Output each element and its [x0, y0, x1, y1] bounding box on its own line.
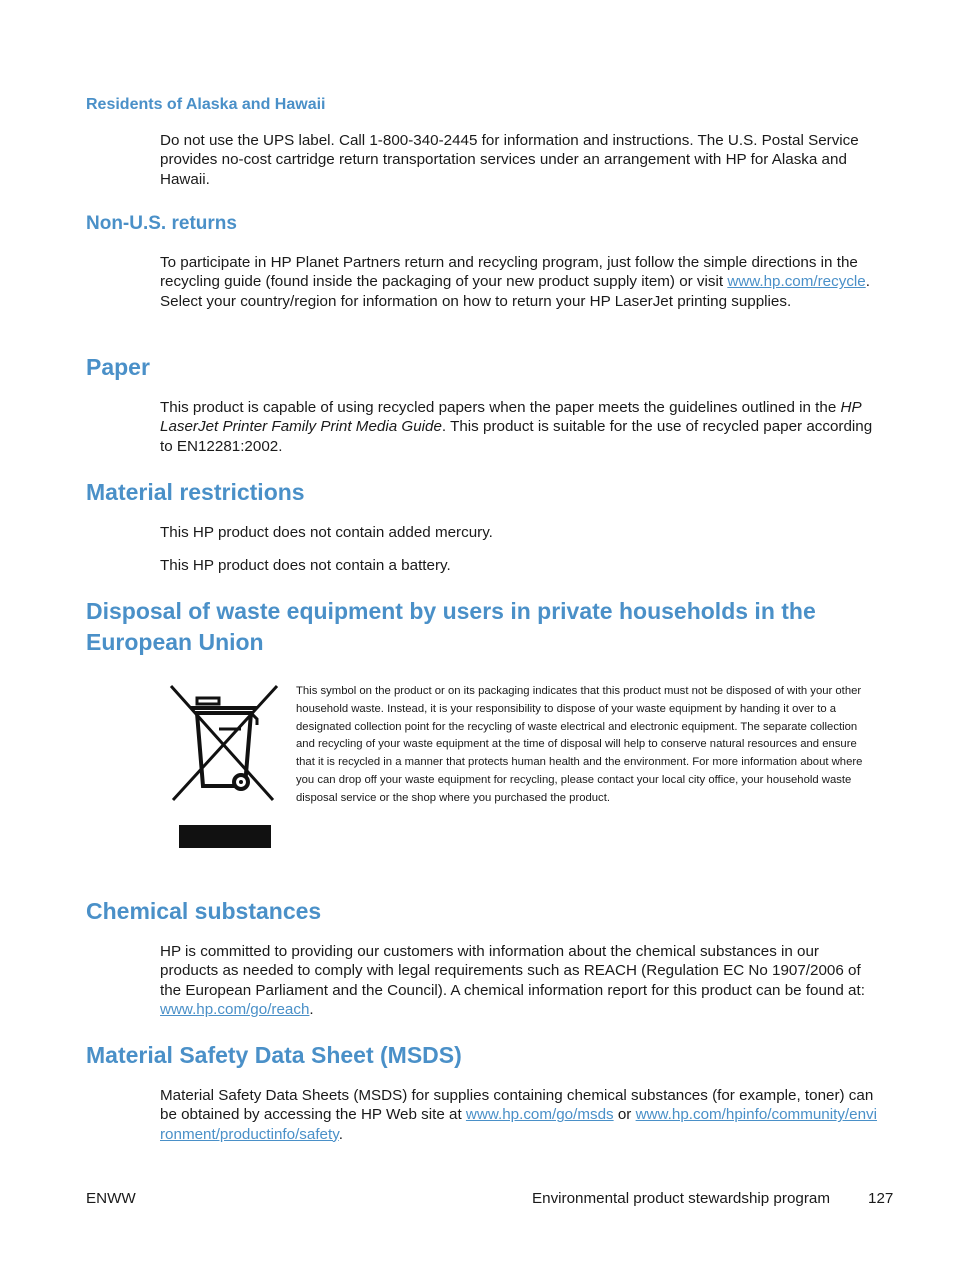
- battery-statement: This HP product does not contain a battery.: [160, 557, 451, 574]
- chemical-text-1: HP is committed to providing our customers with information about the chemical substances in our products as needed to comply with legal requirements such as REACH (Regulation EC No 1907/2006 of the European Parliament and the Council). A chemical information report for this product can be found at:: [160, 943, 865, 999]
- mercury-statement: This HP product does not contain added mercury.: [160, 524, 493, 541]
- paper-text-2: . This product is suitable for the use of recycled paper according to EN12281:2002.: [160, 418, 873, 455]
- footer-enww: ENWW: [86, 1190, 136, 1207]
- paper-heading: Paper: [86, 354, 150, 380]
- msds-text-2: or: [613, 1106, 636, 1124]
- footer-chapter-title: Environmental product stewardship program: [532, 1190, 830, 1207]
- reach-link[interactable]: www.hp.com/go/reach: [160, 1000, 310, 1018]
- non-us-text-2: . Select your country/region for information on how to return your HP LaserJet printing supplies.: [160, 273, 870, 310]
- non-us-heading: Non-U.S. returns: [86, 213, 237, 234]
- weee-symbol-description: This symbol on the product or on its packaging indicates that this product must not be disposed of with your other household waste. Instead, it is your responsibility to dispose of your waste equipment by handing it over to a designated collection point for the recycling of waste electrical and electronic equipment. The separate collection and recycling of your waste equipment at the time of disposal will help to conserve natural resources and ensure that it is recycled in a manner that protects human health and the environment. For more information about where you can drop off your waste equipment for recycling, please contact your local city office, your household waste disposal service or the shop where you purchased the product.: [296, 685, 863, 804]
- safety-link[interactable]: www.hp.com/hpinfo/community/environment/productinfo/safety: [160, 1106, 878, 1143]
- material-heading: Material restrictions: [86, 479, 305, 505]
- chemical-body: [160, 942, 880, 1019]
- paper-body: [160, 398, 880, 456]
- chemical-heading: Chemical substances: [86, 898, 322, 924]
- recycle-link[interactable]: www.hp.com/recycle: [727, 273, 866, 291]
- paper-text-1: This product is capable of using recycled papers when the paper meets the guidelines outlined in the: [160, 399, 841, 416]
- non-us-body: [160, 253, 880, 311]
- media-guide-title: HP LaserJet Printer Family Print Media Guide: [160, 399, 862, 436]
- msds-text-1: Material Safety Data Sheets (MSDS) for supplies containing chemical substances (for example, toner) can be obtained by accessing the HP Web site at: [160, 1087, 874, 1124]
- chemical-text-2: .: [309, 1000, 314, 1018]
- non-us-text-1: To participate in HP Planet Partners return and recycling program, just follow the simple directions in the recycling guide (found inside the packaging of your new product supply item) or visit: [160, 254, 858, 291]
- alaska-body: Do not use the UPS label. Call 1-800-340-2445 for information and instructions. The U.S. Postal Service provides no-cost cartridge return transportation services under an arrangement with HP for Alaska and Hawaii.: [160, 132, 859, 188]
- msds-text-3: .: [338, 1125, 343, 1143]
- msds-heading: Material Safety Data Sheet (MSDS): [86, 1042, 462, 1068]
- disposal-heading: Disposal of waste equipment by users in private households in the European Union: [86, 598, 816, 655]
- msds-body: [160, 1086, 880, 1144]
- crossed-out-wheelie-bin-icon: [165, 683, 283, 851]
- footer-page-number: 127: [868, 1190, 894, 1207]
- alaska-heading: Residents of Alaska and Hawaii: [86, 96, 326, 113]
- msds-link[interactable]: www.hp.com/go/msds: [465, 1106, 614, 1124]
